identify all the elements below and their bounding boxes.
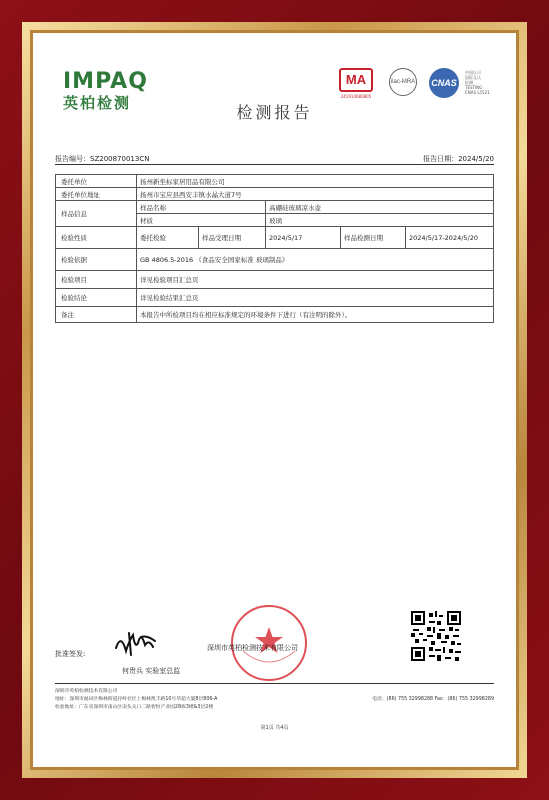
basis-label: 检验依据 xyxy=(56,249,137,271)
table-row xyxy=(56,289,494,307)
cma-mark xyxy=(339,68,373,99)
cnas-caption-line: 检测 xyxy=(465,80,473,85)
brand-name-en: IMPAQ xyxy=(63,69,148,94)
cnas-mark xyxy=(429,68,459,98)
footer-company: 深圳市英柏检测技术有限公司 xyxy=(55,689,118,694)
client-address-label: 委托单位地址 xyxy=(56,188,137,201)
company-name: 深圳市英柏检测技术有限公司 xyxy=(207,644,298,652)
material-value: 玻璃 xyxy=(266,214,494,227)
cnas-icon: CNAS xyxy=(429,68,459,98)
table-row xyxy=(56,307,494,323)
qr-code-icon[interactable] xyxy=(411,611,461,661)
table-row xyxy=(56,227,494,249)
report-date: 报告日期：2024/5/20 xyxy=(423,155,494,163)
nature-label: 检验性质 xyxy=(56,227,137,249)
remarks-value: 本报告中所检项目均在相应标准规定的环境条件下进行（有注明的除外）。 xyxy=(137,307,494,323)
remarks-label: 备注 xyxy=(56,307,137,323)
report-page xyxy=(33,33,516,767)
nature-value: 委托检验 xyxy=(137,227,199,249)
footer-phone: 电话：(86) 755 32998288 Fax：(86) 755 32998289 xyxy=(372,697,494,702)
handwritten-signature xyxy=(111,623,161,663)
approval-label: 批准签发: xyxy=(55,650,86,658)
items-value: 详见检验项目汇总页 xyxy=(137,271,494,289)
ilac-mra-icon: ilac-MRA xyxy=(389,68,417,96)
report-number: 报告编号：SZ200870013CN xyxy=(55,155,150,163)
cnas-caption-line: TESTING xyxy=(465,85,483,90)
report-title: 检测报告 xyxy=(236,103,313,122)
footer-address: 地址：深圳市福田区梅林街道孖岭社区上梅林凯丰路10号华超大厦8层806-A xyxy=(55,697,218,702)
sample-name-value: 高硼硅玻璃凉水壶 xyxy=(266,201,494,214)
page-number: 第1页 共4页 xyxy=(260,725,289,731)
receive-date-label: 样品受理日期 xyxy=(199,227,266,249)
client-label: 委托单位 xyxy=(56,175,137,188)
conclusion-value: 详见检验结果汇总页 xyxy=(137,289,494,307)
table-row xyxy=(56,271,494,289)
cnas-caption xyxy=(465,70,495,95)
footer-divider xyxy=(55,683,494,684)
receive-date-value: 2024/5/17 xyxy=(266,227,341,249)
cma-number: 241914080805 xyxy=(340,94,372,99)
sample-name-label: 样品名称 xyxy=(137,201,266,214)
items-label: 检验项目 xyxy=(56,271,137,289)
table-row xyxy=(56,201,494,214)
test-date-label: 样品检测日期 xyxy=(341,227,406,249)
cnas-caption-line: 国际互认 xyxy=(465,75,481,80)
sample-info-label: 样品信息 xyxy=(56,201,137,227)
basis-value: GB 4806.5-2016 《食品安全国家标准 玻璃制品》 xyxy=(137,249,494,271)
cnas-caption-line: 中国认可 xyxy=(465,70,481,75)
material-label: 材质 xyxy=(137,214,266,227)
ilac-mark xyxy=(389,68,417,96)
client-address-value: 扬州市宝应县西安丰镇水晶大道7号 xyxy=(137,188,494,201)
cnas-caption-line: CNAS L5521 xyxy=(465,90,490,95)
table-row xyxy=(56,188,494,201)
client-value: 扬州新坐标家居用品有限公司 xyxy=(137,175,494,188)
table-row xyxy=(56,175,494,188)
table-row xyxy=(56,249,494,271)
footer-lab-address: 检验地址：广东省深圳市南山区南头关口二路智恒产业园28栋3楼&3层2楼 xyxy=(55,705,214,710)
report-info-table xyxy=(55,174,494,323)
signer-name-title: 何贵兵 实验室总监 xyxy=(122,667,181,675)
test-date-value: 2024/5/17-2024/5/20 xyxy=(406,227,494,249)
brand-name-cn: 英柏检测 xyxy=(63,94,132,112)
conclusion-label: 检验结论 xyxy=(56,289,137,307)
cma-icon: MA xyxy=(339,68,373,92)
header-divider xyxy=(55,164,494,165)
